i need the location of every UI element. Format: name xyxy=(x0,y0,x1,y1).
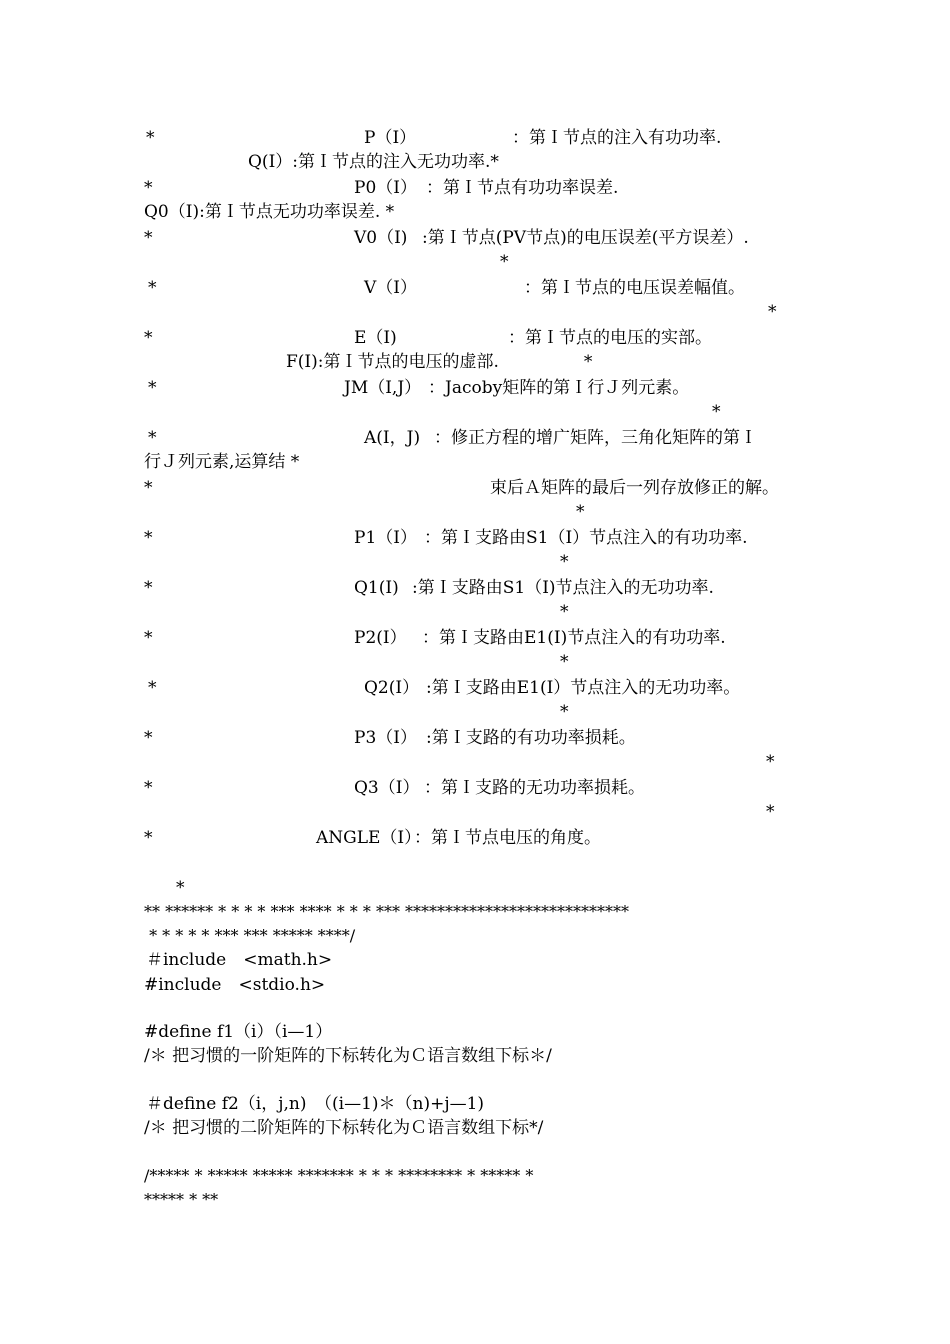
var-name: P0（I） xyxy=(354,178,417,198)
stars-border: * * * * * *** *** ***** ****/ xyxy=(144,926,356,945)
var-name: Q2(I） xyxy=(364,678,420,698)
comment-f1: /＊ 把习惯的一阶矩阵的下标转化为Ｃ语言数组下标＊/ xyxy=(144,1046,552,1066)
var-desc: ：第Ｉ节点的注入有功功率. xyxy=(512,128,722,148)
var-cont: F(I):第Ｉ节点的电压的虚部. * xyxy=(286,352,593,372)
var-star: * xyxy=(148,428,157,448)
var-star: * xyxy=(144,178,153,198)
var-name: V0（I) xyxy=(354,228,408,248)
var-star: * xyxy=(144,628,153,648)
var-cont: * xyxy=(576,502,585,522)
var-name: JM（I,J） xyxy=(344,378,422,398)
var-desc: 束后Ａ矩阵的最后一列存放修正的解。 xyxy=(490,478,779,498)
var-cont: * xyxy=(712,402,721,422)
stars-border: /***** * ***** ***** ******* * * * ******** * ***** * xyxy=(144,1166,534,1185)
stars-border: ** ****** * * * * *** **** * * * *** **************************** xyxy=(144,902,630,921)
var-name: V（I） xyxy=(364,278,417,298)
var-name: E（I) xyxy=(354,328,397,348)
var-star: * xyxy=(144,778,153,798)
lone-star: * xyxy=(176,878,185,898)
var-star: * xyxy=(144,528,153,548)
var-desc: :第Ｉ支路由E1(I）节点注入的无功功率。 xyxy=(426,678,741,698)
include-math: ＃include <math.h> xyxy=(146,950,333,970)
var-star: * xyxy=(144,328,153,348)
var-desc: :第Ｉ支路的有功功率损耗。 xyxy=(426,728,636,748)
var-desc: :第Ｉ支路由S1（I)节点注入的无功功率. xyxy=(412,578,714,598)
var-desc: ：修正方程的增广矩阵，三角化矩阵的第Ｉ xyxy=(434,428,757,448)
var-name: P1（I） xyxy=(354,528,417,548)
var-name: ANGLE（I） xyxy=(316,828,422,848)
var-star: * xyxy=(144,578,153,598)
var-star: * xyxy=(146,128,155,148)
var-star: * xyxy=(144,728,153,748)
comment-f2: /＊ 把习惯的二阶矩阵的下标转化为Ｃ语言数组下标*/ xyxy=(144,1118,544,1138)
stars-border: ***** * ** xyxy=(144,1190,219,1209)
var-desc: ：第Ｉ节点的电压误差幅值。 xyxy=(524,278,745,298)
var-cont: * xyxy=(500,252,509,272)
var-star: * xyxy=(144,478,153,498)
var-cont: * xyxy=(766,752,775,772)
var-cont: * xyxy=(768,302,777,322)
var-desc: ：第Ｉ节点的电压的实部。 xyxy=(508,328,712,348)
var-cont: 行Ｊ列元素,运算结 * xyxy=(144,452,300,472)
var-cont: * xyxy=(560,652,569,672)
var-desc: ：第Ｉ节点有功功率误差. xyxy=(426,178,619,198)
var-desc: ：第Ｉ节点电压的角度。 xyxy=(414,828,601,848)
var-star: * xyxy=(148,278,157,298)
var-name: P2(I） xyxy=(354,628,407,648)
define-f1: #define f1（i）（i—1） xyxy=(144,1022,333,1042)
var-cont: * xyxy=(560,702,569,722)
var-name: P3（I） xyxy=(354,728,417,748)
var-desc: ：Jacoby矩阵的第Ｉ行Ｊ列元素。 xyxy=(428,378,690,398)
var-name: Q3（I） xyxy=(354,778,420,798)
var-name: A(I，J) xyxy=(364,428,421,448)
include-stdio: #include <stdio.h> xyxy=(144,975,326,995)
var-desc: ：第Ｉ支路由S1（I）节点注入的有功功率. xyxy=(424,528,748,548)
var-cont: Q0（I):第Ｉ节点无功功率误差. * xyxy=(144,202,395,222)
var-desc: ：第Ｉ支路的无功功率损耗。 xyxy=(424,778,645,798)
var-cont: * xyxy=(560,552,569,572)
var-name: P（I） xyxy=(364,128,417,148)
var-star: * xyxy=(144,228,153,248)
var-cont: Q(I）:第Ｉ节点的注入无功功率.* xyxy=(248,152,499,172)
var-star: * xyxy=(148,378,157,398)
var-name: Q1(I) xyxy=(354,578,399,598)
define-f2: ＃define f2（i，j,n) （(i—1)＊（n)+j—1) xyxy=(146,1094,485,1114)
var-desc: ：第Ｉ支路由E1(I)节点注入的有功功率. xyxy=(422,628,726,648)
var-cont: * xyxy=(560,602,569,622)
var-star: * xyxy=(144,828,153,848)
var-star: * xyxy=(148,678,157,698)
var-desc: :第Ｉ节点(PV节点)的电压误差(平方误差）. xyxy=(422,228,749,248)
var-cont: * xyxy=(766,802,775,822)
